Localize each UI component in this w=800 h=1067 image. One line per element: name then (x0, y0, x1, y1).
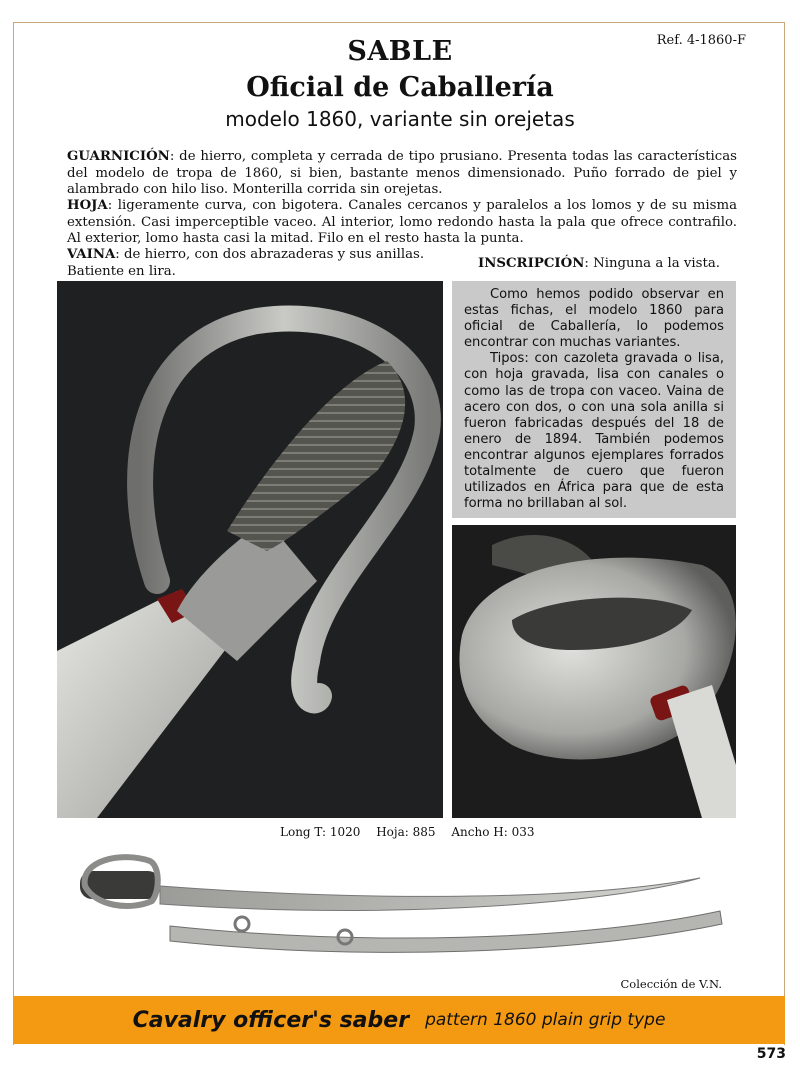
hoja-text: : ligeramente curva, con bigotera. Canales cercanos y paralelos a los lomos y de su misma extensión. Casi imperceptible vaceo. Al interior, lomo redondo hasta la pala que ofrece contrafilo. Al exterior, lomo hasta casi la mitad. Filo en el resto hasta la punta. (67, 198, 737, 247)
collection-credit: Colección de V.N. (620, 977, 722, 991)
dimensions (280, 825, 546, 839)
reference-code: Ref. 4-1860-F (656, 33, 746, 48)
notes-box (452, 281, 736, 518)
full-sword-photo (60, 846, 740, 976)
hoja-paragraph (67, 198, 737, 248)
hoja-label: HOJA (67, 198, 108, 213)
guarnicion-paragraph (67, 149, 737, 199)
guarnicion-label: GUARNICIÓN (67, 149, 170, 164)
inscripcion-label: INSCRIPCIÓN (478, 256, 585, 271)
english-title: Cavalry officer's saber (132, 1007, 410, 1033)
vaina-label: VAINA (67, 247, 116, 262)
page-title-line2: Oficial de Caballería (246, 72, 554, 103)
page-title: SABLE (347, 36, 453, 67)
blade-length: Hoja: 885 (376, 825, 436, 839)
note-paragraph-1: Como hemos podido observar en estas fichas, el modelo 1860 para oficial de Caballería, lo podemos encontrar con muchas variantes. (464, 287, 724, 351)
page-subtitle: modelo 1860, variante sin orejetas (225, 107, 575, 131)
length-total: Long T: 1020 (280, 825, 361, 839)
guard-illustration (452, 525, 736, 818)
vaina-text-line2: Batiente en lira. (67, 263, 176, 279)
vaina-text: : de hierro, con dos abrazaderas y sus anillas. (115, 247, 425, 262)
blade-width: Ancho H: 033 (451, 825, 535, 839)
hilt-photo (57, 281, 443, 818)
sword-and-scabbard-illustration (60, 846, 740, 976)
guard-detail-photo (452, 525, 736, 818)
page-number: 573 (756, 1046, 786, 1062)
guarnicion-text: : de hierro, completa y cerrada de tipo prusiano. Presenta todas las características del modelo de tropa de 1860, si bien, bastante menos dimensionado. Puño forrado de piel y alambrado con hilo liso. Monterilla corrida sin orejetas. (67, 149, 737, 198)
vaina-paragraph (67, 247, 447, 280)
inscripcion-paragraph (478, 256, 720, 271)
note-paragraph-2: Tipos: con cazoleta gravada o lisa, con hoja gravada, lisa con canales o como las de tropa con vaceo. Vaina de acero con dos, o con una sola anilla si fueron fabricadas después del 18 de enero de 1894. También podemos encontrar algunos ejemplares forrados totalmente de cuero que fueron utilizados en África para que de esta forma no brillaban al sol. (464, 351, 724, 512)
hilt-illustration (57, 281, 443, 818)
inscripcion-text: : Ninguna a la vista. (584, 256, 720, 271)
english-subtitle: pattern 1860 plain grip type (425, 1010, 666, 1030)
english-title-banner (13, 996, 785, 1044)
